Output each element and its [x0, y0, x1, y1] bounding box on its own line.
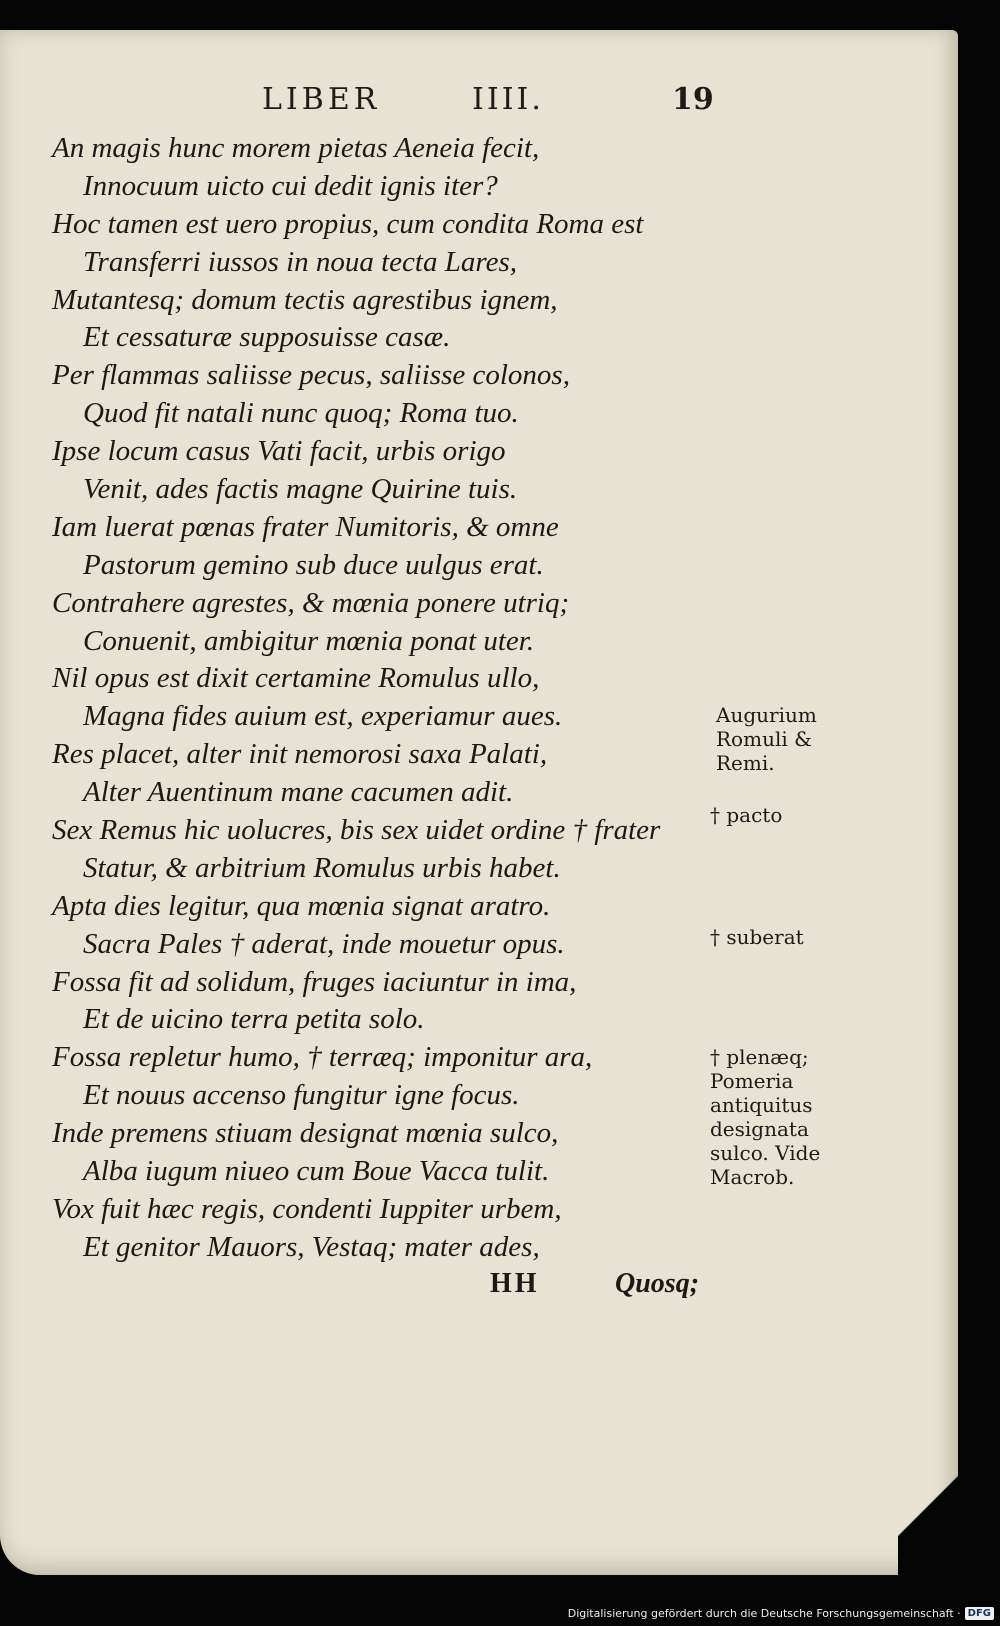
- verse-line: Pastorum gemino sub duce uulgus erat.: [83, 548, 544, 581]
- verse-line: Conuenit, ambigitur mœnia ponat uter.: [83, 624, 535, 657]
- verse-block: [0, 130, 700, 1267]
- margin-note-line: Remi.: [716, 751, 775, 775]
- margin-note-pomeria: [710, 1045, 820, 1189]
- verse-line: Nil opus est dixit certamine Romulus ullo,: [52, 662, 540, 695]
- margin-note-line: Macrob.: [710, 1165, 795, 1189]
- running-title: LIBER: [262, 82, 381, 117]
- margin-note-augurium: [716, 703, 817, 775]
- credit-text: Digitalisierung gefördert durch die Deutsche Forschungsgemeinschaft ·: [567, 1607, 961, 1620]
- verse-line: Innocuum uicto cui dedit ignis iter?: [83, 169, 498, 202]
- margin-note-line: † plenæq;: [710, 1045, 809, 1069]
- verse-line: Et cessaturæ supposuisse casæ.: [83, 321, 451, 354]
- verse-line: Fossa repletur humo, † terræq; imponitur ara,: [52, 1041, 593, 1074]
- verse-line: Hoc tamen est uero propius, cum condita Roma est: [52, 207, 644, 240]
- verse-line: Contrahere agrestes, & mœnia ponere utriq;: [52, 586, 570, 619]
- verse-line: Fossa fit ad solidum, fruges iaciuntur in ima,: [52, 965, 577, 998]
- funding-credit: [568, 1607, 994, 1620]
- catchword: Quosq;: [615, 1268, 700, 1299]
- verse-line: Statur, & arbitrium Romulus urbis habet.: [83, 851, 561, 884]
- verse-line: Apta dies legitur, qua mœnia signat aratro.: [52, 889, 551, 922]
- verse-line: Transferri iussos in noua tecta Lares,: [83, 245, 517, 278]
- margin-note-line: † pacto: [710, 803, 783, 827]
- verse-line: Et nouus accenso fungitur igne focus.: [83, 1079, 520, 1112]
- verse-line: An magis hunc morem pietas Aeneia fecit,: [52, 132, 540, 164]
- margin-note-line: Pomeria: [710, 1069, 794, 1093]
- verse-line: Et genitor Mauors, Vestaq; mater ades,: [83, 1230, 540, 1263]
- verse-line: Quod fit natali nunc quoq; Roma tuo.: [83, 397, 519, 430]
- margin-note-line: Romuli &: [716, 727, 812, 751]
- verse-line: Res placet, alter init nemorosi saxa Palati,: [52, 738, 548, 771]
- dfg-logo-icon: DFG: [965, 1607, 994, 1620]
- verse-line: Ipse locum casus Vati facit, urbis origo: [52, 435, 506, 468]
- margin-note-line: sulco. Vide: [710, 1141, 821, 1165]
- margin-note-line: designata: [710, 1117, 809, 1141]
- verse-line: Alba iugum niueo cum Boue Vacca tulit.: [83, 1155, 550, 1188]
- margin-note-suberat: [710, 925, 804, 949]
- verse-line: Venit, ades factis magne Quirine tuis.: [83, 473, 518, 506]
- margin-note-line: † suberat: [710, 925, 804, 949]
- page-footer: [0, 1268, 958, 1308]
- verse-line: Alter Auentinum mane cacumen adit.: [83, 776, 514, 809]
- verse-line: Vox fuit hæc regis, condenti Iuppiter urbem,: [52, 1192, 562, 1225]
- verse-line: Sacra Pales † aderat, inde mouetur opus.: [83, 927, 565, 960]
- book-number: IIII.: [472, 82, 544, 117]
- verse-line: Inde premens stiuam designat mœnia sulco,: [52, 1117, 559, 1150]
- verse-line: Magna fides auium est, experiamur aues.: [83, 700, 563, 733]
- verse-line: Per flammas saliisse pecus, saliisse colonos,: [52, 359, 570, 392]
- margin-note-pacto: [710, 803, 782, 827]
- verse-line: Sex Remus hic uolucres, bis sex uidet ordine † frater: [52, 814, 661, 847]
- verse-line: Iam luerat pœnas frater Numitoris, & omne: [52, 510, 559, 543]
- margin-note-line: antiquitus: [710, 1093, 813, 1117]
- margin-note-line: Augurium: [716, 703, 817, 727]
- folio-number: 19: [672, 82, 714, 117]
- page-header: [0, 82, 958, 122]
- verse-line: Mutantesq; domum tectis agrestibus ignem,: [52, 283, 558, 316]
- signature-mark: HH: [490, 1268, 540, 1299]
- verse-line: Et de uicino terra petita solo.: [83, 1003, 425, 1036]
